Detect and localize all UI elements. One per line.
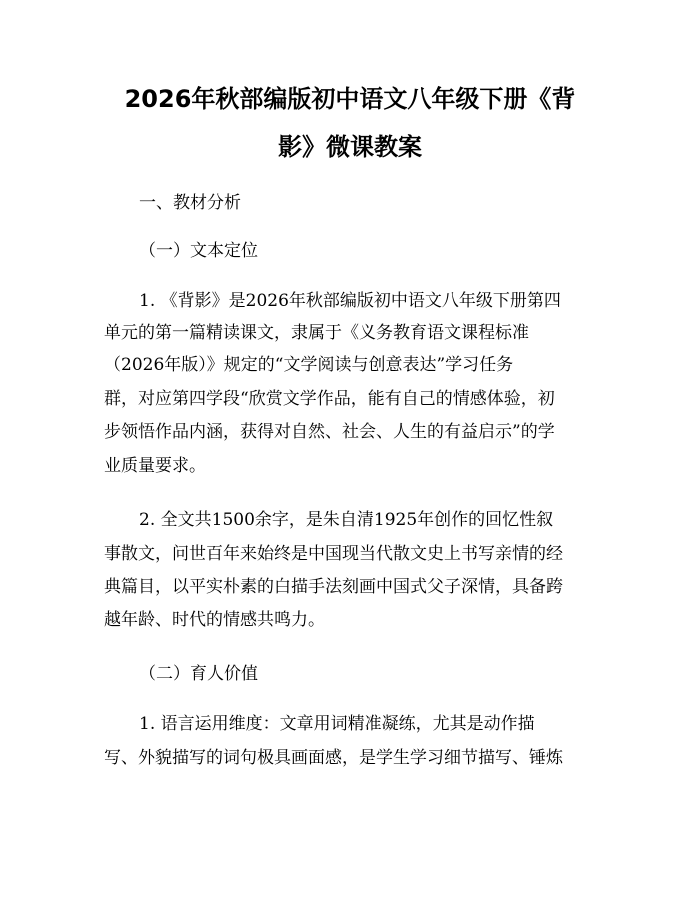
document-title-line-1: 2026年秋部编版初中语文八年级下册《背: [124, 85, 576, 113]
paragraph-3-line: 写、外貌描写的词句极具画面感，是学生学习细节描写、锤炼: [104, 748, 563, 768]
paragraph-2-line: 2. 全文共1500余字，是朱自清1925年创作的回忆性叙: [139, 510, 554, 530]
paragraph-2-line: 典篇目，以平实朴素的白描手法刻画中国式父子深情，具备跨: [104, 577, 563, 597]
document-title-line-2: 影》微课教案: [278, 133, 422, 161]
paragraph-1-line: 业质量要求。: [104, 456, 206, 476]
paragraph-1-line: 单元的第一篇精读课文，隶属于《义务教育语文课程标准: [104, 323, 529, 343]
paragraph-3-line: 1. 语言运用维度：文章用词精准凝练，尤其是动作描: [139, 714, 535, 734]
subsection-heading-text-positioning: （一）文本定位: [139, 241, 258, 261]
paragraph-1-line: 1. 《背影》是2026年秋部编版初中语文八年级下册第四: [139, 291, 561, 311]
section-heading-textbook-analysis: 一、教材分析: [139, 193, 241, 213]
subsection-heading-educational-value: （二）育人价值: [139, 664, 258, 684]
paragraph-1-line: 步领悟作品内涵，获得对自然、社会、人生的有益启示”的学: [104, 422, 555, 442]
paragraph-1-line: 群，对应第四学段“欣赏文学作品，能有自己的情感体验，初: [104, 389, 555, 409]
paragraph-1-line: （2026年版）》规定的“文学阅读与创意表达”学习任务: [104, 355, 514, 375]
paragraph-2-line: 越年龄、时代的情感共鸣力。: [104, 610, 325, 630]
paragraph-2-line: 事散文，问世百年来始终是中国现当代散文史上书写亲情的经: [104, 544, 563, 564]
